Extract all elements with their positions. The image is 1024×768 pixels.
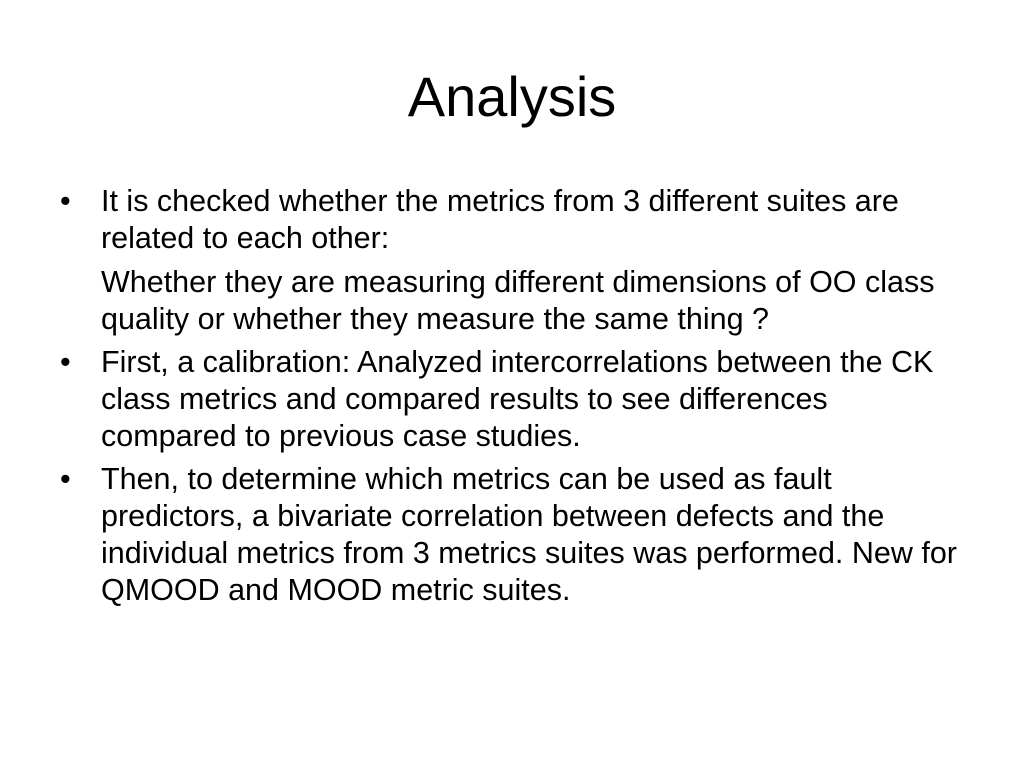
bullet-subtext: Whether they are measuring different dimensions of OO class quality or whether they measure the same thing ? xyxy=(101,265,935,336)
bullet-item xyxy=(60,461,960,609)
bullet-item xyxy=(60,183,960,338)
bullet-text: It is checked whether the metrics from 3 different suites are related to each other: xyxy=(101,184,899,255)
bullet-icon: • xyxy=(60,184,71,218)
bullet-item xyxy=(60,344,960,455)
slide-title: Analysis xyxy=(407,65,617,128)
bullet-icon: • xyxy=(60,345,71,379)
bullet-list xyxy=(60,183,960,609)
bullet-text: First, a calibration: Analyzed intercorrelations between the CK class metrics and compared results to see differences compared to previous case studies. xyxy=(101,345,934,453)
bullet-icon: • xyxy=(60,462,71,496)
bullet-text: Then, to determine which metrics can be used as fault predictors, a bivariate correlation between defects and the individual metrics from 3 metrics suites was performed. New for QMOOD and MOOD metric suites. xyxy=(101,462,957,607)
